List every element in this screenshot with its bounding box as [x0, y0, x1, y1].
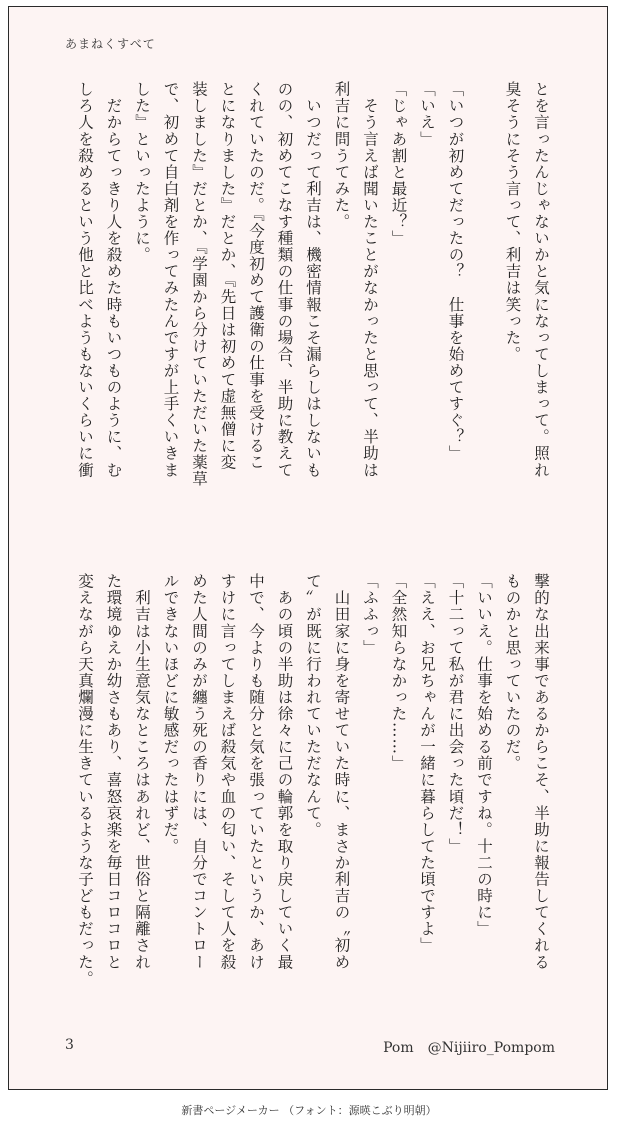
text-line: 変えながら天真爛漫に生きているような子どもだった。 [76, 573, 94, 987]
text-line: ルできないほどに敏感だったはずだ。 [161, 573, 180, 855]
text-line: で、初めて自白剤を作ってみたんですが上手くいきま [161, 81, 180, 479]
text-line: た環境ゆえか幼さもあり、喜怒哀楽を毎日コロコロと [104, 573, 123, 971]
text-line: て〟が既に行われていただなんて。 [304, 573, 322, 838]
text-line: 「いいえ。仕事を始める前ですね。十二の時に」 [475, 573, 493, 938]
author-credit: Pom @Nijiiro_Pompom [383, 1040, 555, 1056]
text-line: 「十二って私が君に出会った頃だ！」 [446, 573, 465, 855]
upper-text-column [75, 81, 555, 545]
text-line: 「ええ、お兄ちゃんが一緒に暮らしてた頃ですよ」 [418, 573, 436, 954]
page-number: 3 [65, 1037, 74, 1053]
text-line: あの頃の半助は徐々に己の輪郭を取り戻していく最 [275, 573, 294, 971]
text-line: 臭そうにそう言って、利吉は笑った。 [503, 81, 522, 363]
text-line: 「じゃあ割と最近？」 [389, 81, 408, 247]
text-line: すけに言ってしまえば殺気や血の匂い、そして人を殺 [218, 573, 237, 971]
text-line: のの、初めてこなす種類の仕事の場合、半助に教えて [275, 81, 294, 479]
text-line: した』といったように。 [133, 81, 151, 264]
text-line: 「いえ」 [418, 81, 436, 148]
lower-text-column [75, 573, 555, 1037]
text-line [470, 81, 499, 545]
text-line: 中で、今よりも随分と気を張っていたというか、あけ [247, 573, 265, 971]
text-line: 装しました』だとか、『学園から分けていただいた薬草 [190, 81, 208, 487]
text-line: とになりました』だとか、『先日は初めて虚無僧に変 [218, 81, 237, 471]
text-line: ものかと思っていたのだ。 [503, 573, 522, 772]
text-line: そう言えば聞いたことがなかったと思って、半助は [361, 81, 379, 479]
text-line: 撃的な出来事であるからこそ、半助に報告してくれる [532, 573, 550, 971]
text-line: 「全然知らなかった……」 [389, 573, 408, 772]
running-title: あまねくすべて [65, 37, 156, 51]
text-line: めた人間のみが纏う死の香りには、自分でコントロー [190, 573, 208, 971]
text-line: とを言ったんじゃないかと気になってしまって。照れ [532, 81, 550, 479]
text-line: くれていたのだ。『今度初めて護衛の仕事を受けるこ [247, 81, 265, 471]
text-line: だからてっきり人を殺めた時もいつものように、む [104, 81, 123, 479]
generator-credit: 新書ページメーカー （フォント：源暎こぶり明朝） [181, 1104, 437, 1117]
text-line: 「ふふっ」 [361, 573, 379, 656]
text-line: しろ人を殺めるという他と比べようもないくらいに衝 [76, 81, 94, 479]
text-line: 利吉に問うてみた。 [332, 81, 351, 230]
text-line: 「いつが初めてだったの？ 仕事を始めてすぐ？」 [446, 81, 465, 462]
text-line: 山田家に身を寄せていた時に、まさか利吉の〝初め [332, 573, 351, 971]
text-line: 利吉は小生意気なところはあれど、世俗と隔離され [133, 573, 151, 971]
book-page [8, 6, 608, 1090]
text-line: いつだって利吉は、機密情報こそ漏らしはしないも [304, 81, 322, 479]
